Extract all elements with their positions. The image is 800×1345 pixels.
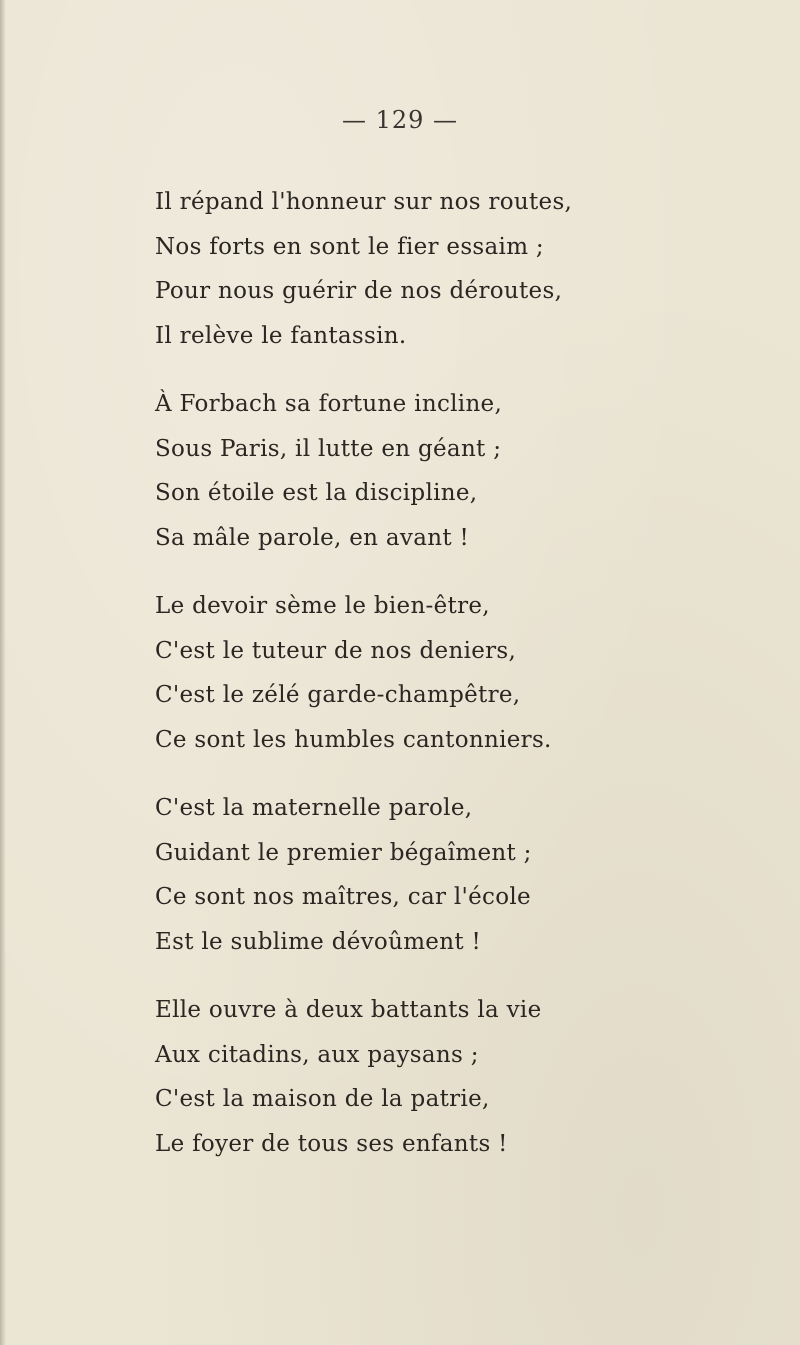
stanza-2	[155, 382, 775, 560]
verse-line: Elle ouvre à deux battants la vie	[155, 997, 542, 1023]
verse-line: Guidant le premier bégaîment ;	[155, 839, 532, 866]
verse-line: Pour nous guérir de nos déroutes,	[155, 278, 563, 304]
verse-line: Il relève le fantassin.	[155, 322, 407, 349]
verse-line: Ce sont les humbles cantonniers.	[155, 726, 552, 753]
verse-line: Nos forts en sont le fier essaim ;	[155, 233, 544, 260]
stanza-3	[155, 584, 775, 762]
verse-line: Sous Paris, il lutte en géant ;	[155, 435, 502, 462]
verse-line: C'est la maison de la patrie,	[155, 1086, 490, 1112]
page-binding-edge	[0, 0, 6, 1345]
verse-line: À Forbach sa fortune incline,	[155, 391, 503, 417]
verse-line: C'est le tuteur de nos deniers,	[155, 637, 517, 664]
verse-line: Est le sublime dévoûment !	[155, 928, 482, 955]
verse-line: Sa mâle parole, en avant !	[155, 524, 470, 551]
verse-line: C'est le zélé garde-champêtre,	[155, 682, 521, 708]
stanza-5	[155, 988, 775, 1166]
verse-line: Le devoir sème le bien-être,	[155, 593, 490, 619]
verse-line: C'est la maternelle parole,	[155, 795, 473, 821]
verse-line: Il répand l'honneur sur nos routes,	[155, 189, 573, 215]
page-number: — 129 —	[341, 106, 459, 134]
stanza-4	[155, 786, 775, 964]
stanza-1	[155, 180, 775, 358]
verse-line: Ce sont nos maîtres, car l'école	[155, 884, 531, 910]
poem-body	[155, 180, 775, 1190]
verse-line: Son étoile est la discipline,	[155, 480, 478, 506]
verse-line: Aux citadins, aux paysans ;	[155, 1041, 479, 1068]
verse-line: Le foyer de tous ses enfants !	[155, 1130, 508, 1157]
